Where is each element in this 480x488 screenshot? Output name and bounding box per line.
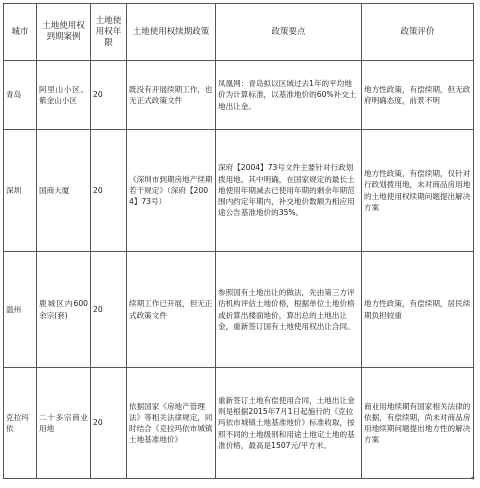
header-row (4, 4, 474, 61)
city-cell: 深圳 (4, 130, 37, 252)
header-policy: 土地使用权续期政策 (127, 4, 216, 61)
policy-cell: 《深圳市到期房地产续期若干规定》（深府【2004】73号） (127, 130, 216, 252)
table-row (4, 130, 474, 252)
header-points: 政策要点 (216, 4, 362, 61)
points-cell: 深府【2004】73号文件主要针对行政划拨用地。其中明确，在国家规定的最长土地使用年期减去已使用年期的剩余年期范围内约定年期内，补交地价数额为相应用途公告基准地价的35%。 (216, 130, 362, 252)
evaluation-cell: 地方性政策，有偿续期，仅针对行政划拨用地，未对商品房用地的土地使用权续期问题提出解决方案 (362, 130, 474, 252)
case-cell: 二十多宗商业用地 (37, 368, 91, 479)
points-cell: 参照国有土地出让的做法，先由第三方评估机构评估土地价格，根据单位土地价格或折算出楼面地价，算出总的土地出让金，重新签订国有土地使用权出让合同。 (216, 252, 362, 368)
land-use-renewal-table (3, 3, 474, 479)
policy-cell: 续期工作已开展，但无正式政策文件 (127, 252, 216, 368)
case-cell: 阿里山小区、紫金山小区 (37, 61, 91, 130)
city-cell: 温州 (4, 252, 37, 368)
term-cell: 20 (91, 368, 127, 479)
policy-cell: 依据国家《房地产管理法》等相关法律规定，同时结合《克拉玛依市城镇土地基准地价》 (127, 368, 216, 479)
points-cell: 凤凰网：青岛拟以区域过去1年的平均地价为计算标准，以基准地价的60%补交土地出让金。 (216, 61, 362, 130)
header-evaluation: 政策评价 (362, 4, 474, 61)
table-row (4, 368, 474, 479)
header-case: 土地使用权到期案例 (37, 4, 91, 61)
evaluation-cell: 地方性政策，有偿续期，但无政府明确态度，前景不明 (362, 61, 474, 130)
table-row (4, 252, 474, 368)
case-cell: 鹿城区内600余宗(套) (37, 252, 91, 368)
policy-cell: 既没有开展续期工作，也无正式政策文件 (127, 61, 216, 130)
table-anchor-mark: + (470, 474, 476, 482)
evaluation-cell: 地方性政策，有偿续期，居民续期负担较重 (362, 252, 474, 368)
city-cell: 青岛 (4, 61, 37, 130)
points-cell: 重新签订土地有偿使用合同，土地出让金则是根据2015年7月1日起施行的《克拉玛依市城镇土地基准地价》标准收取，按照不同的土地级别和用途土地定土地的基准价格，最高是1507元/平方米。 (216, 368, 362, 479)
header-city: 城市 (4, 4, 37, 61)
term-cell: 20 (91, 252, 127, 368)
table-row (4, 61, 474, 130)
term-cell: 20 (91, 61, 127, 130)
evaluation-cell: 商业用地续期有国家相关法律的依据，有偿续期，尚未对商品房用地续期问题提出地方性的解决方案 (362, 368, 474, 479)
header-term: 土地使用权年限 (91, 4, 127, 61)
term-cell: 20 (91, 130, 127, 252)
case-cell: 国商大厦 (37, 130, 91, 252)
city-cell: 克拉玛依 (4, 368, 37, 479)
